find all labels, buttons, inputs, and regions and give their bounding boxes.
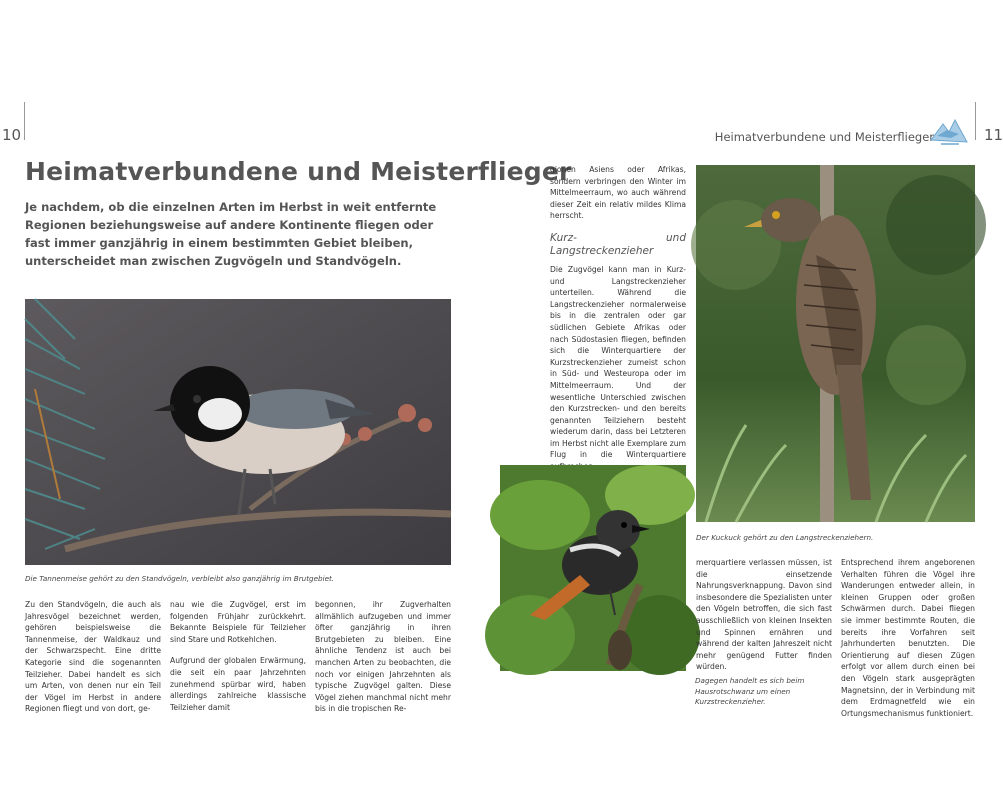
right-col-c-text: Entsprechend ihrem angeborenen Verhalten führen die Vögel ihre Wanderungen entweder allein, in kleinen Gruppen oder großen Schwärmen durch. Dabei fliegen sie immer bestimmte Routen, die bereits ihre Vorfahren seit Jahrhunderten benutzten. Die Orientierung auf diesen Zügen erfolgt vor allem durch einen bei den Vögeln stark ausgeprägten Magnetsinn, der in Verbindung mit dem Erdmagnetfeld wie ein Ortungsmechanismus funktioniert.: [841, 558, 975, 718]
right-col-b-text: merquartiere verlassen müssen, ist die einsetzende Nahrungsverknappung. Davon sind insbesondere die Spezialisten unter den Vögeln betroffen, die sich fast ausschließlich von kleinen Insekten und Spinnen ernähren und während der kalten Jahreszeit nicht mehr genügend Futter finden würden.: [696, 558, 832, 672]
coal-tit-caption: Die Tannenmeise gehört zu den Standvögeln, verbleibt also ganzjährig im Brutgebiet.: [25, 574, 335, 583]
left-col2-p1: nau wie die Zugvögel, erst im folgenden Frühjahr zurückkehrt. Bekannte Beispiele für Teilzieher sind Stare und Rotkehlchen.: [170, 600, 306, 644]
intro-paragraph: Je nachdem, ob die einzelnen Arten im Herbst in weit entfernte Regionen beziehungsweise auf andere Kontinente fliegen oder fast immer ganzjährig in einem bestimmten Gebiet bleiben, unterscheidet man zwischen Zugvögeln und Standvögeln.: [25, 200, 437, 268]
redstart-caption: Dagegen handelt es sich beim Hausrotschwanz um einen Kurzstreckenzieher.: [695, 676, 805, 706]
right-column-b: [696, 557, 832, 683]
left-column-2: [170, 599, 306, 723]
page-number-right: 11: [984, 126, 1003, 144]
left-col1-text: Zu den Standvögeln, die auch als Jahresvögel bezeichnet werden, gehören beispielsweise die Tannenmeise, der Waldkauz und der Schwarzspecht. Eine dritte Kategorie sind die sogenannten Teilzieher. Dabei handelt es sich um Arten, von denen nur ein Teil der Vögel im Herbst in andere Regionen fliegt und von dort, ge-: [25, 600, 161, 714]
cuckoo-photo: [696, 165, 975, 522]
left-column-3: [315, 599, 451, 725]
left-col3-text: begonnen, ihr Zugverhalten allmählich aufzugeben und immer öfter ganzjährig in ihren Brutgebieten zu bleiben. Eine ähnliche Tendenz ist auch bei manchen Arten zu beobachten, die noch vor einigen Jahrzehnten als typische Zugvögel galten. Diese Vögel ziehen manchmal nicht mehr bis in die tropischen Re-: [315, 600, 451, 714]
page-rule-right: [975, 102, 976, 140]
section-subheading: Kurz- und Langstreckenzieher: [550, 231, 686, 257]
page-title: Heimatverbundene und Meisterflieger: [25, 157, 572, 186]
page-number-left: 10: [2, 126, 22, 144]
right-col-a-top: gionen Asiens oder Afrikas, sondern verbringen den Winter im Mittelmeerraum, wo auch während dieser Zeit ein relativ mildes Klima herrscht.: [550, 165, 686, 221]
coal-tit-photo: [25, 299, 451, 565]
bird-logo-icon: [929, 114, 969, 150]
cuckoo-caption: Der Kuckuck gehört zu den Langstreckenziehern.: [696, 533, 874, 542]
left-column-1: [25, 599, 161, 725]
page-rule-left: [24, 102, 25, 140]
right-column-c: [841, 557, 975, 729]
right-col-a-p1: Die Zugvögel kann man in Kurz- und Langstreckenzieher unterteilen. Während die Langstreckenzieher normalerweise bis in die zentralen oder gar südlichen Gebiete Afrikas oder nach Südostasien fliegen, befinden sich die Winterquartiere der Kurzstreckenzieher zumeist schon in Süd- und Westeuropa oder im Mittelmeerraum. Und der wesentliche Unterschied zwischen den Kurzstrecken- und den bereits genannten Teilziehern besteht wiederum darin, dass bei Letzteren im Herbst nicht alle Exemplare zum Flug in die Winterquartiere: [550, 264, 686, 460]
left-col2-p2: Aufgrund der globalen Erwärmung, die seit ein paar Jahrzehnten zunehmend spürbar wird, haben allerdings zahlreiche klassische Teilzieher damit: [170, 656, 306, 712]
redstart-photo: [500, 465, 686, 671]
running-head: Heimatverbundene und Meisterflieger: [714, 130, 934, 144]
